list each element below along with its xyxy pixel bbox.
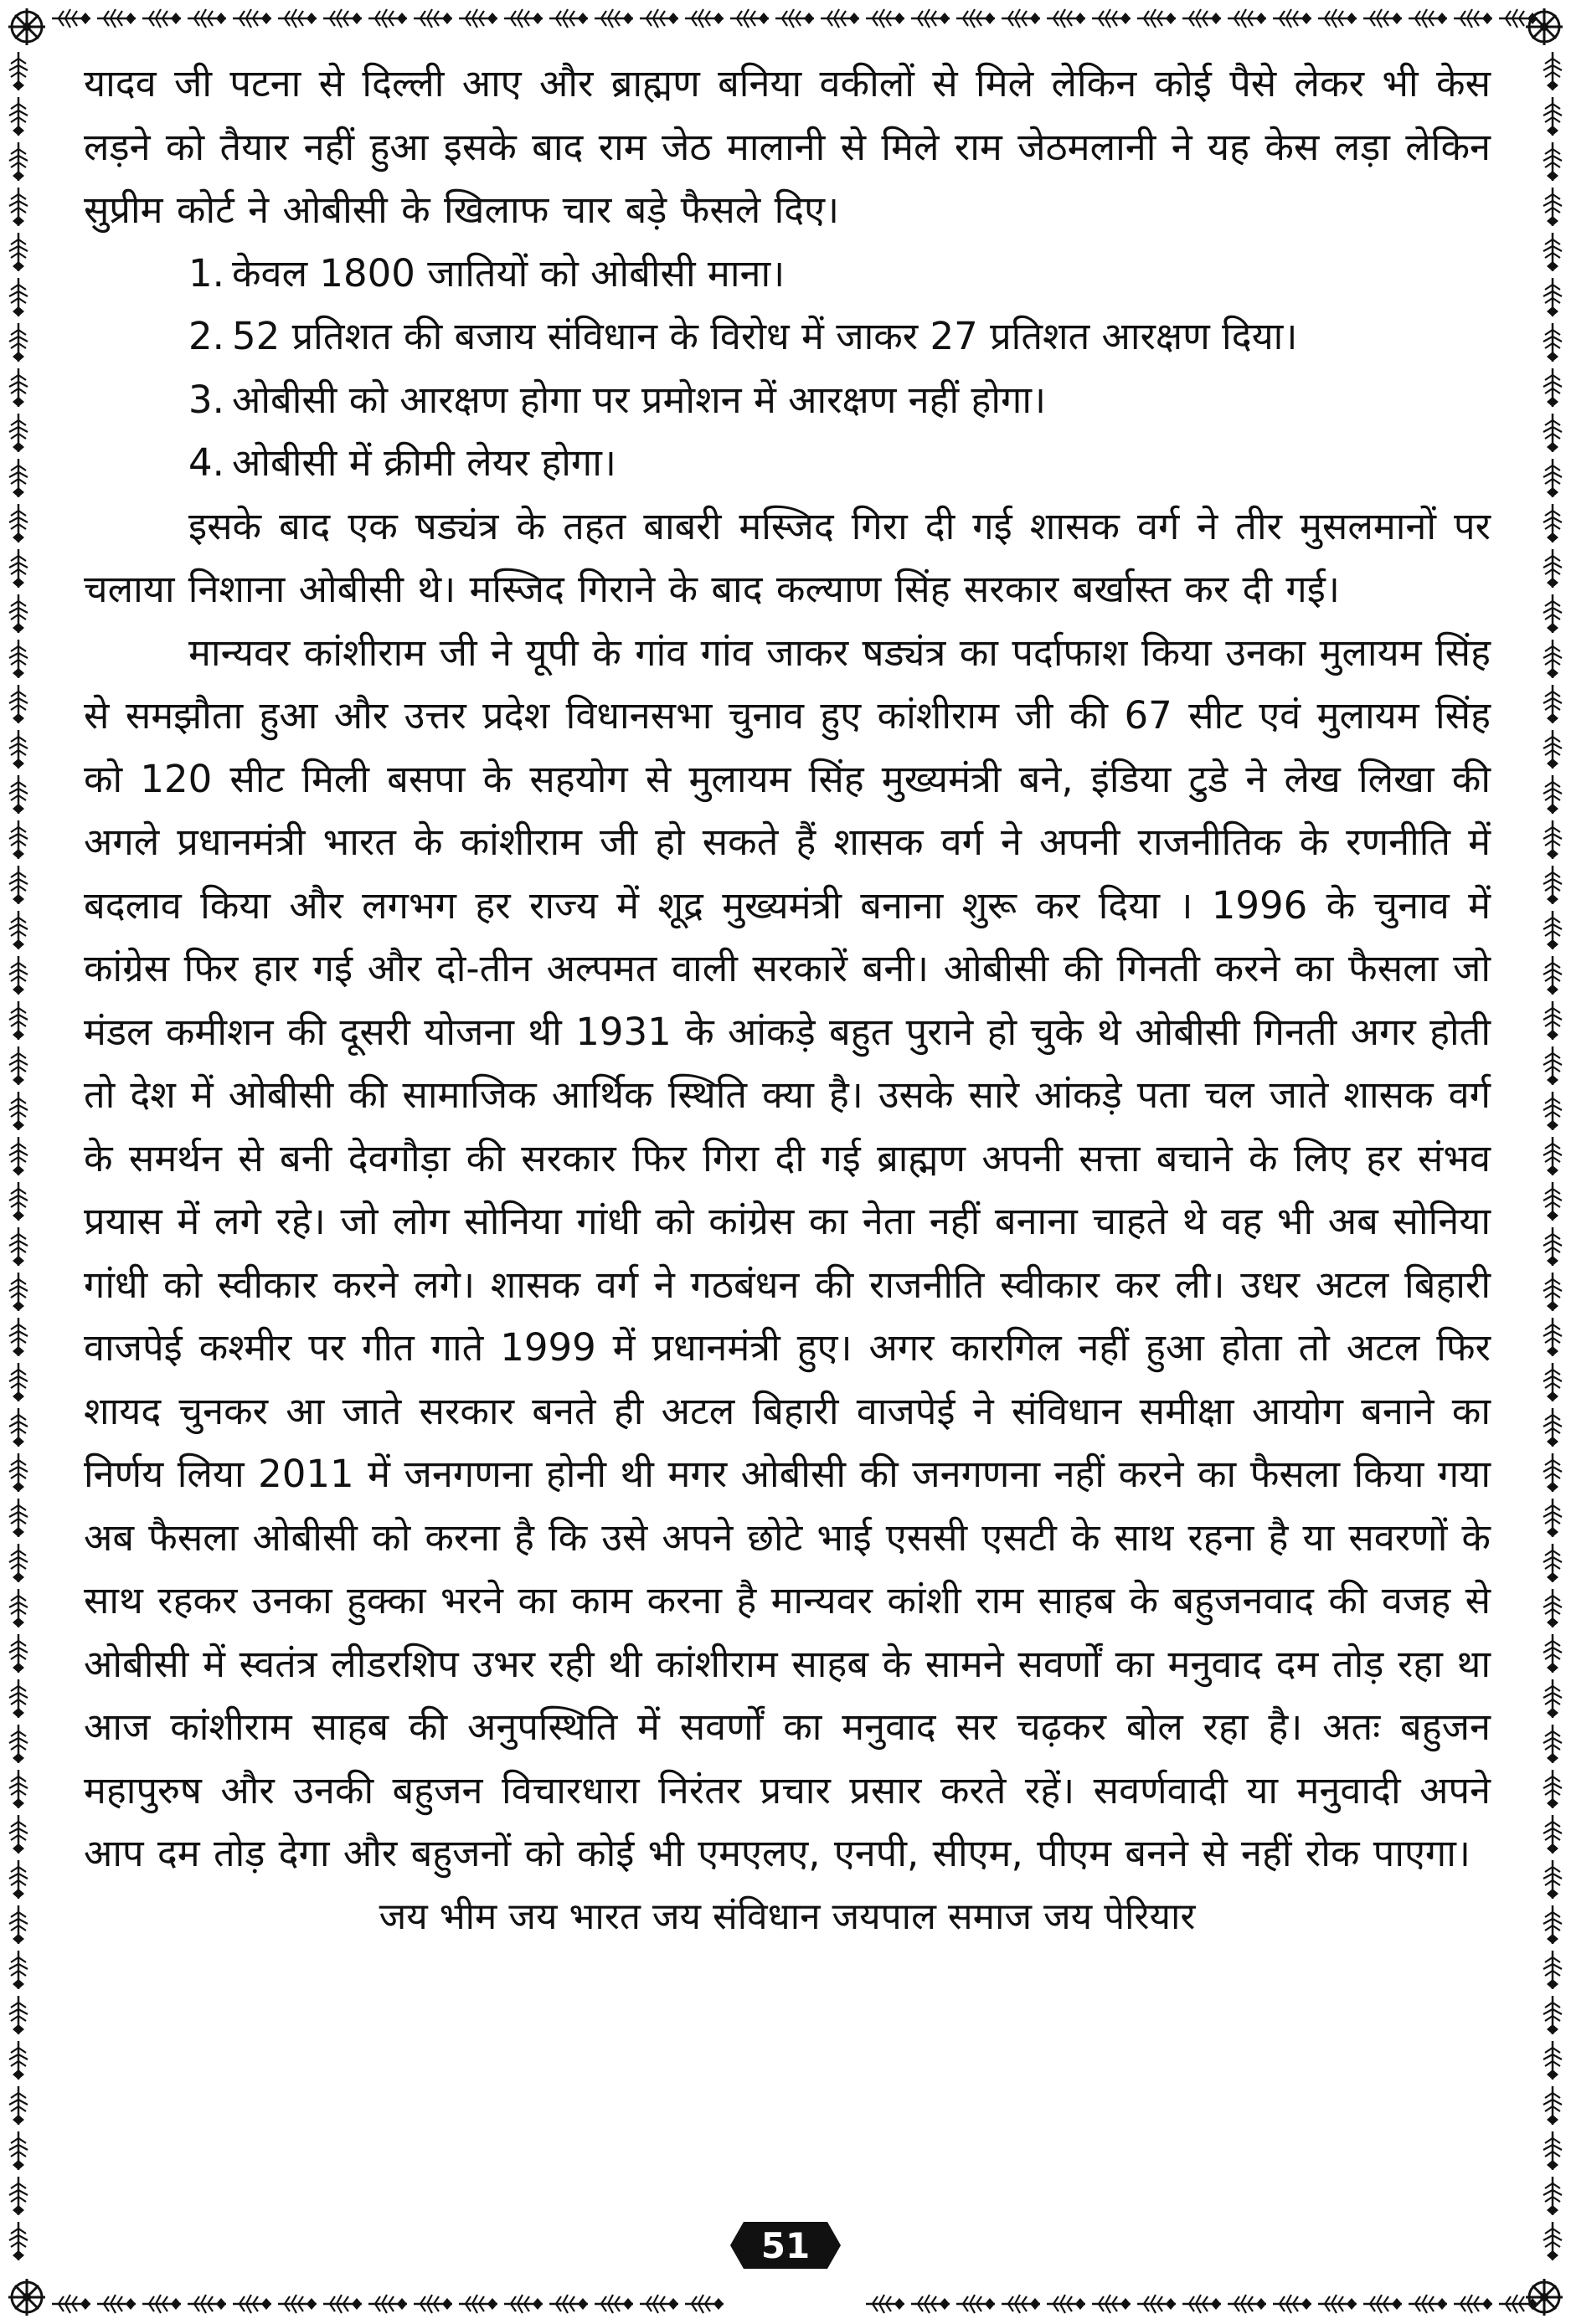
border-ornament <box>9 2131 28 2170</box>
border-ornament <box>1409 2295 1447 2313</box>
border-ornament <box>9 956 28 995</box>
border-ornament <box>1543 2222 1562 2260</box>
border-ornament <box>821 9 859 28</box>
border-ornament <box>1543 1905 1562 1944</box>
list-item <box>188 305 1491 368</box>
border-ornament <box>9 1273 28 1311</box>
border-ornament <box>1543 323 1562 362</box>
border-ornament <box>1543 594 1562 633</box>
border-ornament <box>1543 368 1562 407</box>
list-item <box>188 431 1491 495</box>
border-ornament <box>1543 52 1562 90</box>
border-ornament <box>1409 9 1447 28</box>
border-ornament <box>9 278 28 316</box>
border-ornament <box>9 866 28 904</box>
border-ornament <box>1543 2177 1562 2215</box>
paragraph-kanshiram: मान्यवर कांशीराम जी ने यूपी के गांव गांव जाकर षड्यंत्र का पर्दाफाश किया उनका मुलायम सिंह से समझौता हुआ और उत्तर प्रदेश विधानसभा चुनाव हुए कांशीराम जी की 67 सीट एवं मुलायम सिंह को 120 सीट मिली बसपा के सहयोग से मुलायम सिंह मुख्यमंत्री बने, इंडिया टुडे ने लेख लिखा की अगले प्रधानमंत्री भारत के कांशीराम जी हो सकते हैं शासक वर्ग ने अपनी राजनीतिक के रणनीति में बदलाव किया और लगभग हर राज्य में शूद्र मुख्यमंत्री बनाना शुरू कर दिया । 1996 के चुनाव में कांग्रेस फिर हार गई और दो-तीन अल्पमत वाली सरकारें बनी। ओबीसी की गिनती करने का फैसला जो मंडल कमीशन की दूसरी योजना थी 1931 के आंकड़े बहुत पुराने हो चुके थे ओबीसी गिनती अगर होती तो देश में ओबीसी की सामाजिक आर्थिक स्थिति क्या है। उसके सारे आंकड़े पता चल जाते शासक वर्ग के समर्थन से बनी देवगौड़ा की सरकार फिर गिरा दी गई ब्राह्मण अपनी सत्ता बचाने के लिए हर संभव प्रयास में लगे रहे। जो लोग सोनिया गांधी को कांग्रेस का नेता नहीं बनाना चाहते थे वह भी अब सोनिया गांधी को स्वीकार करने लगे। शासक वर्ग ने गठबंधन की राजनीति स्वीकार कर ली। उधर अटल बिहारी वाजपेई कश्मीर पर गीत गाते 1999 में प्रधानमंत्री हुए। अगर कारगिल नहीं हुआ होता तो अटल फिर शायद चुनकर आ जाते सरकार बनते ही अटल बिहारी वाजपेई ने संविधान समीक्षा आयोग बनाने का निर्णय लिया 2011 में जनगणना होनी थी मगर ओबीसी की जनगणना नहीं करने का फैसला किया गया अब फैसला ओबीसी को करना है कि उसे अपने छोटे भाई एससी एसटी के साथ रहना है या सवरणों के साथ रहकर उनका हुक्का भरने का काम करना है मान्यवर कांशी राम साहब के बहुजनवाद की वजह से ओबीसी में स्वतंत्र लीडरशिप उभर रही थी कांशीराम साहब के सामने सवर्णों का मनुवाद दम तोड़ रहा था आज कांशीराम साहब की अनुपस्थिति में सवर्णों का मनुवाद सर चढ़कर बोल रहा है। अतः बहुजन महापुरुष और उनकी बहुजन विचारधारा निरंतर प्रचार प्रसार करते रहें। सवर्णवादी या मनुवादी अपने आप दम तोड़ देगा और बहुजनों को कोई भी एमएलए, एनपी, सीएम, पीएम बनने से नहीं रोक पाएगा। <box>84 630 1491 1875</box>
border-ornament <box>9 1815 28 1854</box>
border-ornament <box>1543 2041 1562 2080</box>
border-ornament <box>9 730 28 769</box>
list-text: ओबीसी में क्रीमी लेयर होगा। <box>232 440 616 485</box>
border-ornament <box>142 2295 181 2313</box>
border-ornament <box>9 1001 28 1040</box>
border-ornament <box>866 2295 904 2313</box>
border-ornament <box>278 2295 317 2313</box>
border-ornament <box>9 549 28 588</box>
border-ornament <box>504 9 543 28</box>
border-ornament <box>1543 278 1562 316</box>
border-ornament <box>9 1951 28 1989</box>
border-ornament <box>1543 1001 1562 1040</box>
border-ornament <box>1137 2295 1176 2313</box>
border-ornament <box>368 2295 407 2313</box>
border-ornament <box>9 1905 28 1944</box>
list-text: केवल 1800 जातियों को ओबीसी माना। <box>232 250 786 296</box>
border-ornament <box>1092 9 1131 28</box>
border-ornament <box>1543 1634 1562 1673</box>
border-ornament <box>9 504 28 542</box>
border-ornament <box>188 2295 226 2313</box>
border-ornament <box>9 594 28 633</box>
border-ornament <box>459 2295 497 2313</box>
list-number: 2. <box>188 314 224 358</box>
border-ornament <box>9 2177 28 2215</box>
border-ornament <box>9 1996 28 2034</box>
border-ornament <box>640 9 678 28</box>
border-ornament <box>956 9 995 28</box>
border-ornament <box>1543 730 1562 769</box>
border-ornament <box>368 9 407 28</box>
border-ornament <box>504 2295 543 2313</box>
border-ornament <box>9 1770 28 1808</box>
border-ornament <box>1543 1815 1562 1854</box>
border-ornament <box>9 1634 28 1673</box>
list-item <box>188 368 1491 432</box>
paragraph-intro: यादव जी पटना से दिल्ली आए और ब्राह्मण बनिया वकीलों से मिले लेकिन कोई पैसे लेकर भी केस लड़ने को तैयार नहीं हुआ इसके बाद राम जेठ मालानी से मिले राम जेठमलानी ने यह केस लड़ा लेकिन सुप्रीम कोर्ट ने ओबीसी के खिलाफ चार बड़े फैसले दिए। <box>84 61 1491 232</box>
border-ornament <box>9 2041 28 2080</box>
border-ornament <box>1363 2295 1402 2313</box>
border-ornament <box>1543 775 1562 814</box>
border-ornament <box>1543 1318 1562 1356</box>
border-ornament <box>9 1499 28 1537</box>
border-ornament <box>9 323 28 362</box>
border-ornament <box>1543 549 1562 588</box>
border-ornament <box>1092 2295 1131 2313</box>
border-ornament <box>685 2295 724 2313</box>
border-ornament <box>1182 2295 1221 2313</box>
border-ornament <box>1543 685 1562 723</box>
border-ornament <box>188 9 226 28</box>
border-ornament <box>1543 820 1562 859</box>
border-ornament <box>1543 1363 1562 1401</box>
border-ornament <box>1454 2295 1492 2313</box>
border-ornament <box>1137 9 1176 28</box>
border-ornament <box>1002 2295 1040 2313</box>
border-ornament <box>459 9 497 28</box>
border-ornament <box>1543 414 1562 452</box>
border-ornament <box>414 2295 452 2313</box>
list-number: 3. <box>188 377 224 422</box>
page-number: 51 <box>760 2224 811 2266</box>
border-ornament <box>1543 1137 1562 1175</box>
border-ornament <box>866 9 904 28</box>
border-ornament <box>9 1092 28 1130</box>
border-ornament <box>1543 911 1562 949</box>
border-ornament <box>9 2086 28 2125</box>
border-ornament <box>1228 2295 1266 2313</box>
border-ornament <box>685 9 724 28</box>
border-ornament <box>142 9 181 28</box>
list-number: 1. <box>188 250 224 296</box>
border-ornament <box>1543 640 1562 678</box>
border-ornament <box>1543 97 1562 136</box>
border-ornament <box>956 2295 995 2313</box>
border-ornament <box>1182 9 1221 28</box>
border-ornament <box>1047 2295 1085 2313</box>
border-ornament <box>1273 2295 1311 2313</box>
border-ornament <box>278 9 317 28</box>
border-ornament <box>1454 9 1492 28</box>
border-ornament <box>595 2295 633 2313</box>
border-ornament <box>1363 9 1402 28</box>
border-ornament <box>9 1589 28 1627</box>
border-ornament <box>323 2295 362 2313</box>
border-ornament <box>1543 1589 1562 1627</box>
border-ornament <box>9 1182 28 1221</box>
border-ornament <box>9 911 28 949</box>
border-ornament <box>9 685 28 723</box>
border-ornament <box>775 9 814 28</box>
border-ornament <box>9 414 28 452</box>
border-ornament <box>9 2222 28 2260</box>
border-ornament <box>1543 1182 1562 1221</box>
border-ornament <box>9 1408 28 1447</box>
border-ornament <box>1543 1951 1562 1989</box>
border-ornament <box>9 1363 28 1401</box>
border-ornament <box>1543 233 1562 271</box>
list-item <box>188 242 1491 306</box>
page-content <box>84 52 1491 1947</box>
border-ornament <box>97 2295 136 2313</box>
list-number: 4. <box>188 440 224 485</box>
border-ornament <box>1543 504 1562 542</box>
border-ornament <box>1228 9 1266 28</box>
border-ornament <box>9 97 28 136</box>
border-ornament <box>9 1318 28 1356</box>
border-ornament <box>9 188 28 226</box>
border-ornament <box>1543 2086 1562 2125</box>
border-ornament <box>911 2295 950 2313</box>
border-ornament <box>9 1860 28 1899</box>
border-ornament <box>9 775 28 814</box>
border-ornament <box>9 1544 28 1582</box>
border-ornament <box>1543 1499 1562 1537</box>
border-ornament <box>1318 2295 1357 2313</box>
border-ornament <box>1543 1408 1562 1447</box>
border-ornament <box>97 9 136 28</box>
border-ornament <box>9 52 28 90</box>
border-ornament <box>1543 1273 1562 1311</box>
border-ornament <box>9 368 28 407</box>
border-ornament <box>9 233 28 271</box>
border-ornament <box>549 9 588 28</box>
border-ornament <box>9 1046 28 1085</box>
border-ornament <box>9 1453 28 1492</box>
border-ornament <box>1543 142 1562 181</box>
border-ornament <box>1543 956 1562 995</box>
border-ornament <box>1543 1227 1562 1266</box>
border-ornament <box>1543 188 1562 226</box>
list-text: ओबीसी को आरक्षण होगा पर प्रमोशन में आरक्षण नहीं होगा। <box>232 377 1047 422</box>
border-ornament <box>9 1227 28 1266</box>
border-ornament <box>1543 2131 1562 2170</box>
border-ornament <box>1002 9 1040 28</box>
border-ornament <box>9 142 28 181</box>
border-ornament <box>9 1725 28 1763</box>
paragraph-babri: इसके बाद एक षड्यंत्र के तहत बाबरी मस्जिद गिरा दी गई शासक वर्ग ने तीर मुसलमानों पर चलाया निशाना ओबीसी थे। मस्जिद गिराने के बाद कल्याण सिंह सरकार बर्खास्त कर दी गई। <box>84 503 1491 611</box>
border-ornament <box>1543 866 1562 904</box>
border-ornament <box>9 1679 28 1718</box>
border-ornament <box>52 9 90 28</box>
border-ornament <box>1273 9 1311 28</box>
border-ornament <box>730 9 769 28</box>
border-ornament <box>1543 1679 1562 1718</box>
border-ornament <box>1543 1996 1562 2034</box>
border-ornament <box>52 2295 90 2313</box>
border-ornament <box>9 459 28 497</box>
border-ornament <box>1543 1860 1562 1899</box>
border-ornament <box>414 9 452 28</box>
border-ornament <box>1318 9 1357 28</box>
border-ornament <box>1543 1046 1562 1085</box>
border-ornament <box>595 9 633 28</box>
border-ornament <box>1543 1544 1562 1582</box>
decisions-list <box>84 242 1491 495</box>
border-ornament <box>233 2295 271 2313</box>
border-ornament <box>1047 9 1085 28</box>
border-ornament <box>1543 1725 1562 1763</box>
border-ornament <box>640 2295 678 2313</box>
border-ornament <box>9 1137 28 1175</box>
border-ornament <box>1543 1770 1562 1808</box>
closing-slogan: जय भीम जय भारत जय संविधान जयपाल समाज जय पेरियार <box>379 1895 1196 1938</box>
border-ornament <box>549 2295 588 2313</box>
border-ornament <box>911 9 950 28</box>
border-ornament <box>9 820 28 859</box>
border-ornament <box>233 9 271 28</box>
list-text: 52 प्रतिशत की बजाय संविधान के विरोध में जाकर 27 प्रतिशत आरक्षण दिया। <box>232 314 1298 358</box>
border-ornament <box>1543 1453 1562 1492</box>
border-ornament <box>1543 459 1562 497</box>
border-ornament <box>9 640 28 678</box>
border-ornament <box>1543 1092 1562 1130</box>
border-ornament <box>323 9 362 28</box>
